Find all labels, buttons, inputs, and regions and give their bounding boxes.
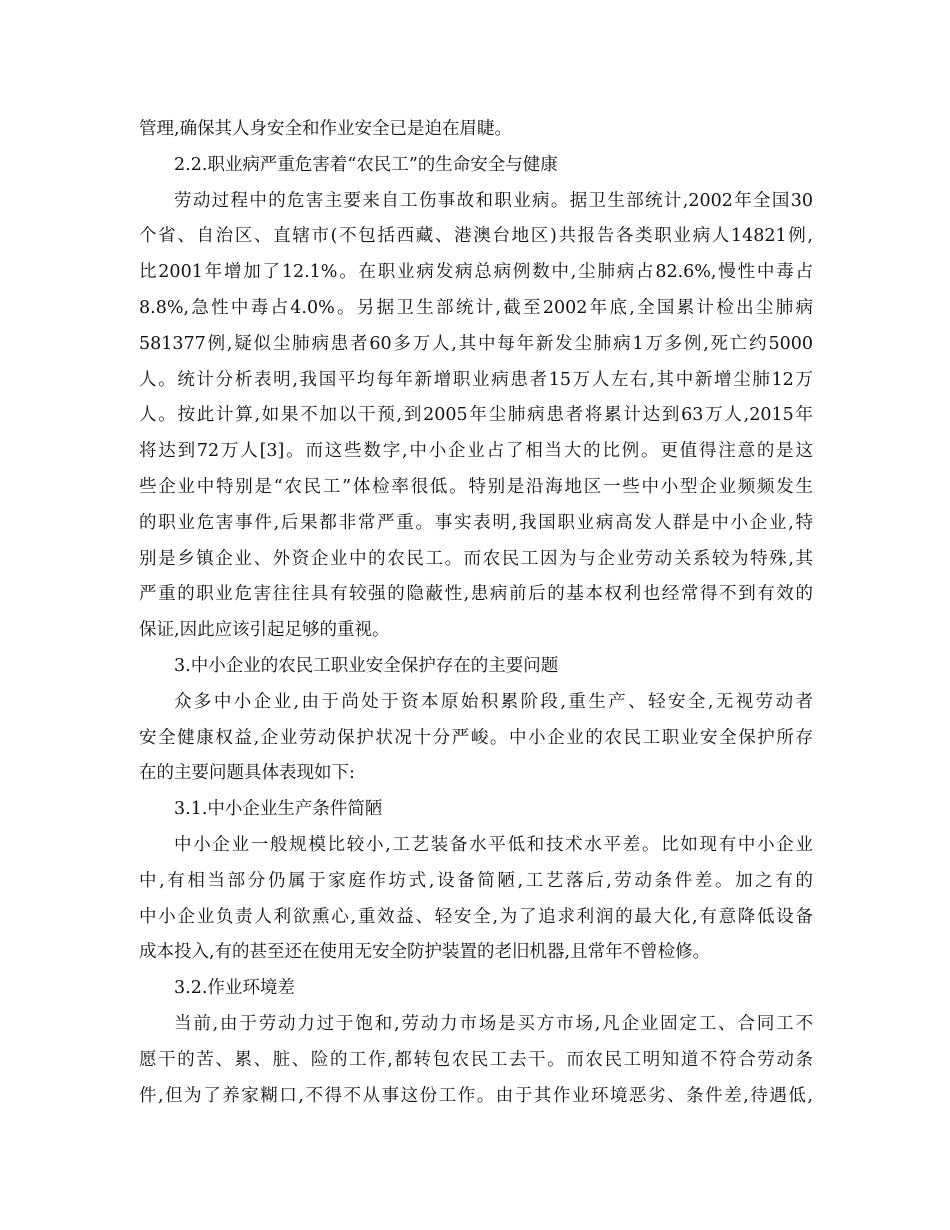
paragraph-line: 比2001年增加了12.1%。在职业病发病总病例数中,尘肺病占82.6%,慢性中毒占	[139, 262, 813, 283]
paragraph-line: 安全健康权益,企业劳动保护状况十分严峻。中小企业的农民工职业安全保护所存	[139, 727, 813, 748]
paragraph-line: 劳动过程中的危害主要来自工伤事故和职业病。据卫生部统计,2002年全国30	[174, 190, 813, 211]
paragraph-line: 将达到72万人[3]。而这些数字,中小企业占了相当大的比例。更值得注意的是这	[139, 441, 813, 462]
paragraph-line: 8.8%,急性中毒占4.0%。另据卫生部统计,截至2002年底,全国累计检出尘肺病	[139, 297, 813, 318]
paragraph-line: 中,有相当部分仍属于家庭作坊式,设备简陋,工艺落后,劳动条件差。加之有的	[139, 870, 813, 891]
paragraph-line: 管理,确保其人身安全和作业安全已是迫在眉睫。	[139, 119, 513, 139]
paragraph-line: 人。统计分析表明,我国平均每年新增职业病患者15万人左右,其中新增尘肺12万	[139, 369, 813, 390]
paragraph-line: 些企业中特别是“农民工”体检率很低。特别是沿海地区一些中小型企业频频发生	[139, 476, 813, 497]
paragraph-line: 保证,因此应该引起足够的重视。	[139, 620, 390, 641]
section-heading-3-1: 3.1.中小企业生产条件简陋	[174, 799, 383, 820]
section-heading-2-2: 2.2.职业病严重危害着“农民工”的生命安全与健康	[174, 154, 558, 175]
document-page	[139, 112, 813, 1114]
paragraph-line: 当前,由于劳动力过于饱和,劳动力市场是买方市场,凡企业固定工、合同工不	[174, 1013, 813, 1034]
paragraph-line: 愿干的苦、累、脏、险的工作,都转包农民工去干。而农民工明知道不符合劳动条	[139, 1049, 813, 1070]
paragraph-line: 中小企业一般规模比较小,工艺装备水平低和技术水平差。比如现有中小企业	[174, 834, 813, 855]
paragraph-line: 件,但为了养家糊口,不得不从事这份工作。由于其作业环境恶劣、条件差,待遇低,	[139, 1085, 813, 1106]
paragraph-line: 个省、自治区、直辖市(不包括西藏、港澳台地区)共报告各类职业病人14821例,	[139, 226, 813, 247]
paragraph-line: 中小企业负责人利欲熏心,重效益、轻安全,为了追求利润的最大化,有意降低设备	[139, 906, 813, 927]
paragraph-line: 人。按此计算,如果不加以干预,到2005年尘肺病患者将累计达到63万人,2015年	[139, 405, 813, 426]
paragraph-line: 严重的职业危害往往具有较强的隐蔽性,患病前后的基本权利也经常得不到有效的	[139, 584, 813, 605]
paragraph-line: 成本投入,有的甚至还在使用无安全防护装置的老旧机器,且常年不曾检修。	[139, 942, 711, 963]
paragraph-line: 别是乡镇企业、外资企业中的农民工。而农民工因为与企业劳动关系较为特殊,其	[139, 548, 813, 569]
paragraph-line: 的职业危害事件,后果都非常严重。事实表明,我国职业病高发人群是中小企业,特	[139, 512, 813, 533]
section-heading-3: 3.中小企业的农民工职业安全保护存在的主要问题	[174, 655, 559, 676]
paragraph-line: 在的主要问题具体表现如下:	[139, 763, 355, 784]
section-heading-3-2: 3.2.作业环境差	[174, 978, 295, 999]
paragraph-line: 众多中小企业,由于尚处于资本原始积累阶段,重生产、轻安全,无视劳动者	[174, 691, 813, 712]
paragraph-line: 581377例,疑似尘肺病患者60多万人,其中每年新发尘肺病1万多例,死亡约5000	[139, 333, 813, 354]
